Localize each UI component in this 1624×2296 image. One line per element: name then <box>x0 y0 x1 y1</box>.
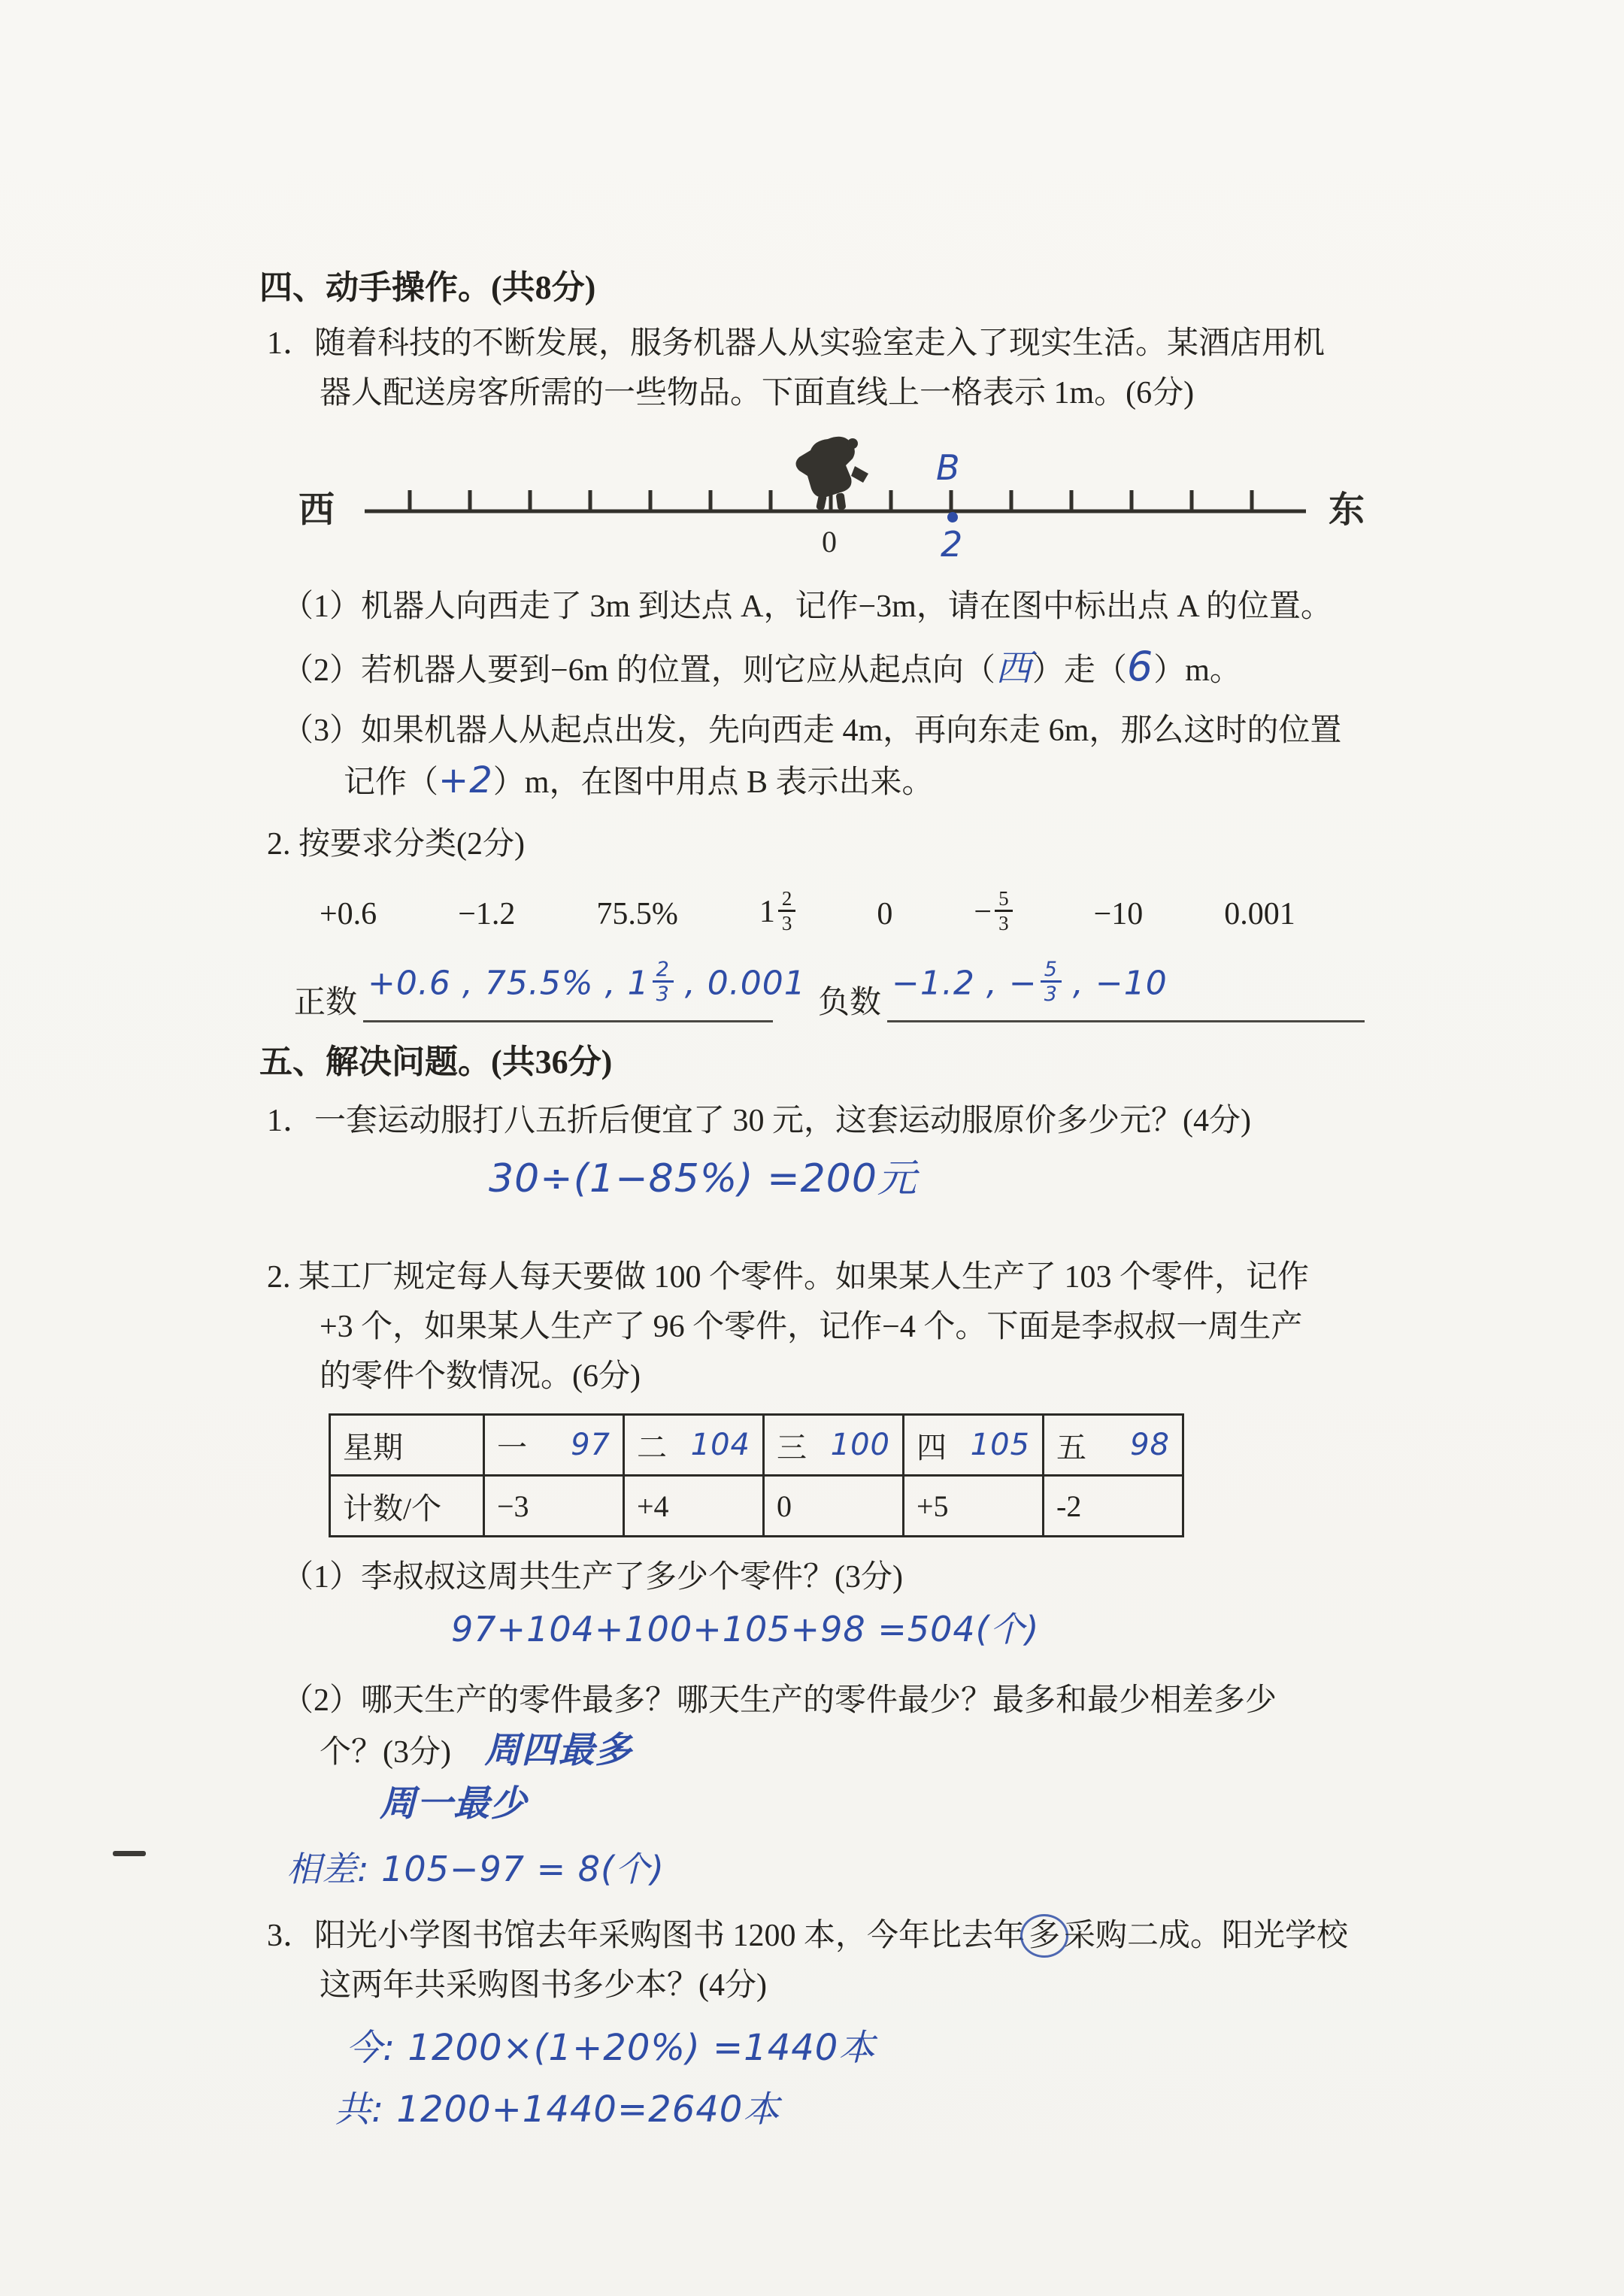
hw-positive-answer: +0.6 , 75.5% , 1 $\frac{2}{3}$ , 0.001 <box>368 958 806 1006</box>
hw-count-fri: 98 <box>1130 1428 1170 1462</box>
hw-count-mon: 97 <box>571 1428 611 1462</box>
hw-direction-west: 西 <box>995 647 1032 689</box>
hw-q5-1-answer: 30÷(1−85%) =200元 <box>489 1156 917 1201</box>
q4-1-part3-line2 <box>259 756 1402 807</box>
negative-label: 负数 <box>818 986 882 1020</box>
part3-post: ）m，在图中用点 B 表示出来。 <box>492 765 934 800</box>
table-row-weekdays <box>330 1415 1183 1476</box>
section4-heading: 四、动手操作。(共8分) <box>259 269 596 306</box>
positive-answer-blank <box>363 958 806 1022</box>
number-item: +0.6 <box>320 897 377 931</box>
hw-count-wed: 100 <box>830 1428 890 1462</box>
table-cell-day-wed: 三 100 <box>764 1415 904 1476</box>
part2-pre: （2）若机器人要到−6m 的位置，则它应从起点向（ <box>282 653 995 688</box>
q4-1-line1: 1．随着科技的不断发展，服务机器人从实验室走入了现实生活。某酒店用机 <box>267 326 1326 361</box>
hw-q5-3-answer-line2: 共: 1200+1440=2640本 <box>335 2089 780 2131</box>
classification-answers <box>259 959 1402 1022</box>
number-item: −1.2 <box>458 897 516 931</box>
hw-q5-3-answer-line1: 今: 1200×(1+20%) =1440本 <box>346 2027 876 2069</box>
q4-1-part2 <box>259 642 1402 695</box>
number-item: 75.5% <box>596 897 678 931</box>
hw-count-thu: 105 <box>970 1428 1030 1462</box>
table-cell-tally-mon: −3 <box>484 1476 624 1537</box>
table-cell-tally-fri: -2 <box>1044 1476 1183 1537</box>
number-item: 0 <box>877 897 893 931</box>
q4-1-part1: （1）机器人向西走了 3m 到达点 A，记作−3m，请在图中标出点 A 的位置。 <box>282 589 1332 624</box>
hw-diff-answer: 相差: 105−97 = 8(个) <box>286 1849 665 1889</box>
hw-count-tue: 104 <box>690 1428 750 1462</box>
fraction-five-thirds: $\frac{5}{3}$ <box>995 888 1013 935</box>
q5-1-text: 1．一套运动服打八五折后便宜了 30 元，这套运动服原价多少元？(4分) <box>267 1104 1251 1138</box>
table-header-tally: 计数/个 <box>330 1476 484 1537</box>
hw-distance-6: 6 <box>1126 643 1154 690</box>
table-cell-day-thu: 四 105 <box>904 1415 1044 1476</box>
q4-1-part3-line1: （3）如果机器人从起点出发，先向西走 4m，再向东走 6m，那么这时的位置 <box>282 713 1342 748</box>
q5-3-line1: 3．阳光小学图书馆去年采购图书 1200 本，今年比去年 多 采购二成。阳光学校 <box>259 1911 1402 1961</box>
table-cell-tally-wed: 0 <box>764 1476 904 1537</box>
hw-fraction-two-thirds: $\frac{2}{3}$ <box>653 959 674 1006</box>
q5-2-part2-line1: （2）哪天生产的零件最多？哪天生产的零件最少？最多和最少相差多少 <box>282 1683 1277 1718</box>
table-cell-tally-tue: +4 <box>624 1476 764 1537</box>
circled-char: 多 <box>1020 1914 1068 1958</box>
q5-2-part1-text: （1）李叔叔这周共生产了多少个零件？(3分) <box>282 1560 903 1595</box>
hw-point-b-label: B <box>936 447 960 488</box>
west-label: 西 <box>298 490 335 530</box>
numbers-to-classify <box>259 880 1402 949</box>
hw-least-answer: 周一最少 <box>380 1783 528 1825</box>
paper-content <box>259 263 1402 2138</box>
number-item: −10 <box>1093 897 1144 931</box>
production-table <box>329 1413 1184 1537</box>
q5-2-line1: 2. 某工厂规定每人每天要做 100 个零件。如果某人生产了 103 个零件，记作 <box>267 1260 1310 1295</box>
table-cell-day-fri: 五 98 <box>1044 1415 1183 1476</box>
east-label: 东 <box>1329 490 1365 530</box>
q5-2-line2: +3 个，如果某人生产了 96 个零件，记作−4 个。下面是李叔叔一周生产 <box>320 1310 1303 1344</box>
part2-mid: ）走（ <box>1032 653 1127 688</box>
hw-position-2: 2 <box>941 524 963 565</box>
part2-post: ）m。 <box>1153 653 1241 688</box>
hw-most-answer: 周四最多 <box>484 1729 632 1771</box>
number-line-figure <box>259 430 1402 573</box>
q5-2-line3: 的零件个数情况。(6分) <box>320 1359 641 1394</box>
table-cell-day-tue: 二 104 <box>624 1415 764 1476</box>
number-item: 0.001 <box>1224 897 1295 931</box>
table-header-weekday: 星期 <box>330 1415 484 1476</box>
hw-fraction-five-thirds: $\frac{5}{3}$ <box>1041 959 1062 1006</box>
number-line-svg <box>259 430 1402 573</box>
number-item-mixed-fraction: 1 $\frac{2}{3}$ <box>759 891 796 938</box>
scan-stray-mark <box>113 1851 146 1856</box>
table-cell-tally-thu: +5 <box>904 1476 1044 1537</box>
table-row-tallies <box>330 1476 1183 1537</box>
table-cell-day-mon: 一 97 <box>484 1415 624 1476</box>
q5-2-part2-line2: 个？(3分) 周四最多 <box>320 1729 632 1771</box>
fraction-two-thirds: $\frac{2}{3}$ <box>778 888 796 935</box>
q4-2-title: 2. 按要求分类(2分) <box>267 827 525 862</box>
hw-q5-2-part1-answer: 97+104+100+105+98 =504(个) <box>451 1609 1040 1649</box>
number-line-ticks <box>410 490 1252 511</box>
section5-heading: 五、解决问题。(共36分) <box>259 1043 613 1080</box>
positive-label: 正数 <box>294 986 358 1020</box>
hw-negative-answer: −1.2 , − $\frac{5}{3}$ , −10 <box>892 958 1168 1006</box>
origin-label: 0 <box>822 525 837 559</box>
q5-3-line2: 这两年共采购图书多少本？(4分) <box>320 1968 767 2003</box>
part3-pre: 记作（ <box>344 765 439 800</box>
hw-point-b-dot <box>947 512 958 523</box>
hw-value-plus2: +2 <box>438 759 493 801</box>
number-item-neg-fraction: − $\frac{5}{3}$ <box>974 891 1012 938</box>
q4-1-line2: 器人配送房客所需的一些物品。下面直线上一格表示 1m。(6分) <box>320 376 1195 410</box>
negative-answer-blank <box>887 958 1365 1022</box>
